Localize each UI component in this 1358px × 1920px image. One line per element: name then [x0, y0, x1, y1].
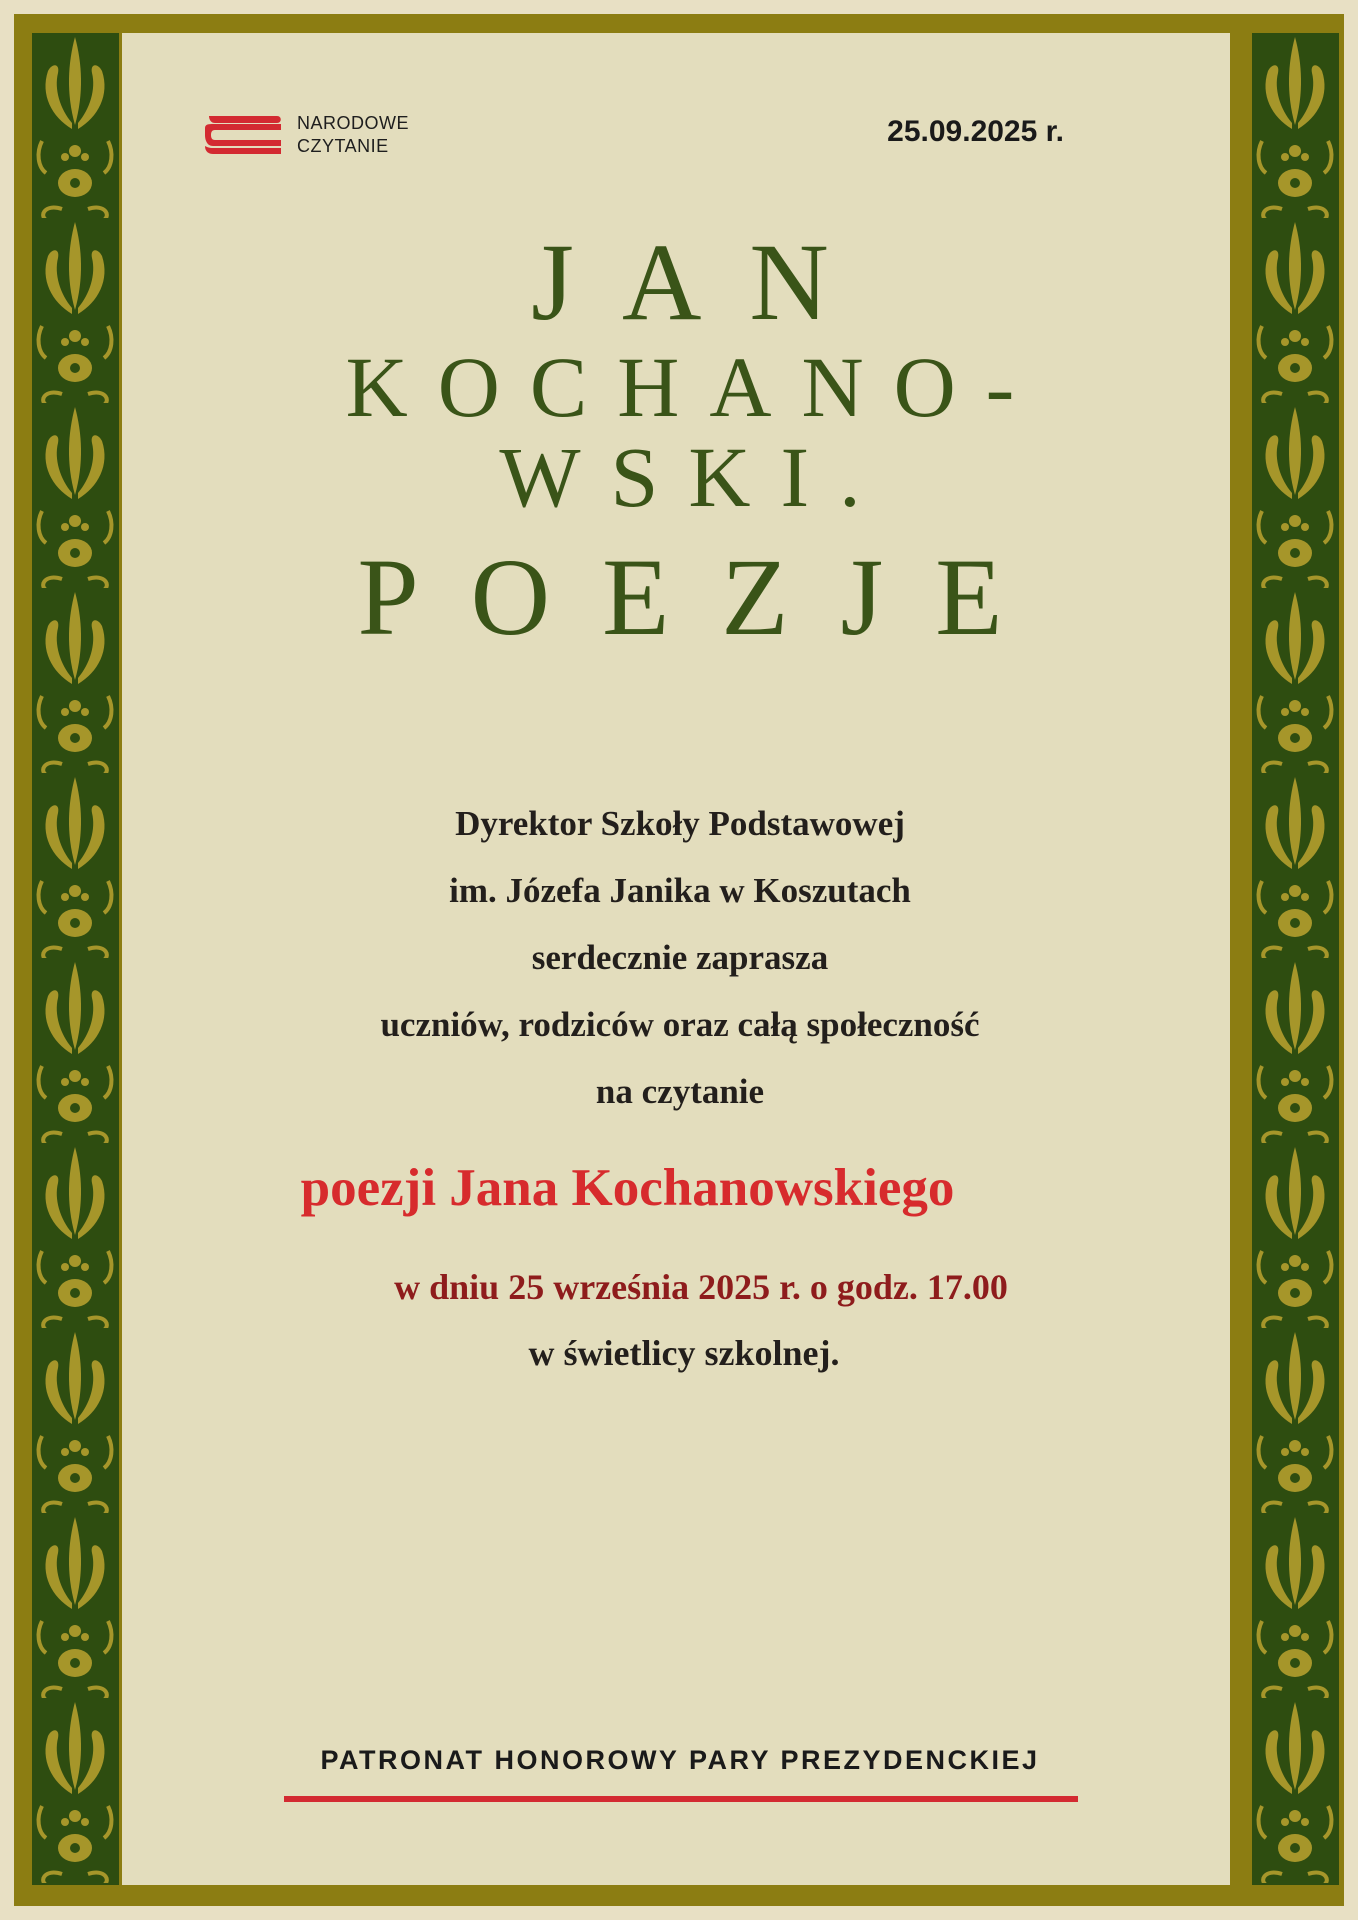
event-subject: poezji Jana Kochanowskiego	[300, 1159, 955, 1217]
left-ornament-border	[32, 33, 119, 1885]
title-line-1: JAN	[531, 221, 877, 343]
book-icon	[203, 114, 283, 156]
poster-title	[200, 221, 1160, 658]
logo-line-2: CZYTANIE	[297, 136, 389, 156]
invitation-line: na czytanie	[595, 1072, 765, 1111]
invitation-text	[180, 790, 1180, 1125]
logo-text	[297, 112, 409, 158]
event-location: w świetlicy szkolnej.	[528, 1333, 840, 1373]
invitation-line: im. Józefa Janika w Koszutach	[449, 871, 911, 910]
patronage-text: PATRONAT HONOROWY PARY PREZYDENCKIEJ	[320, 1745, 1040, 1775]
right-ornament-border	[1252, 33, 1339, 1885]
title-line-4: POEZJE	[357, 536, 1055, 658]
title-line-2: KOCHANO-	[345, 339, 1045, 435]
patronage-underline	[284, 1796, 1078, 1802]
title-line-3: WSKI.	[499, 429, 891, 525]
invitation-line: serdecznie zaprasza	[531, 938, 829, 977]
event-date: 25.09.2025 r.	[887, 115, 1064, 148]
invitation-line: Dyrektor Szkoły Podstawowej	[455, 804, 905, 843]
invitation-line: uczniów, rodziców oraz całą społeczność	[380, 1005, 980, 1044]
event-datetime: w dniu 25 września 2025 r. o godz. 17.00	[394, 1267, 1008, 1307]
narodowe-czytanie-logo	[203, 112, 409, 158]
logo-line-1: NARODOWE	[297, 113, 409, 133]
